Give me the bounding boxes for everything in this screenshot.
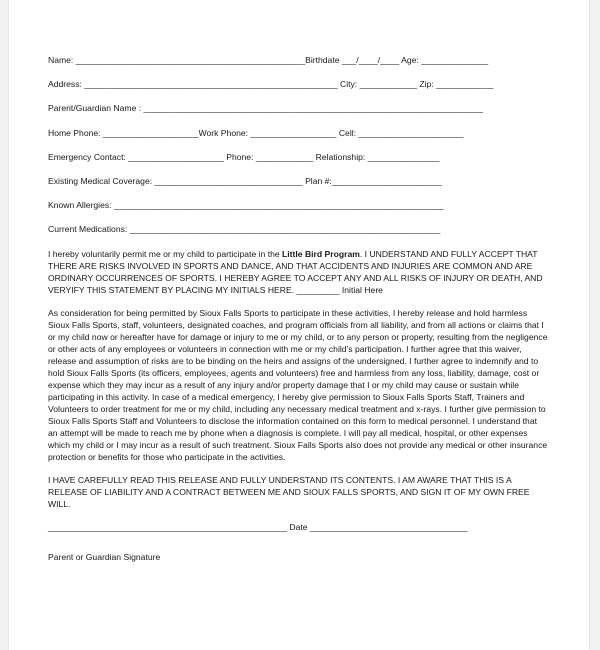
agreement-text: I HAVE CAREFULLY READ THIS RELEASE AND FULLY UNDERSTAND ITS CONTENTS. I AM AWARE THAT THIS IS A RELEASE OF LIABILITY AND A CONTRACT BETWEEN ME AND SIOUX FALLS SPORTS, AND SIGN IT OF MY OWN FREE WILL. <box>48 474 530 509</box>
address-field-line[interactable]: Address: _____________________________________________________ City: ____________ Zip: ____________ <box>48 79 494 90</box>
release-text: As consideration for being permitted by Sioux Falls Sports to participate in these activities, I hereby release and hold harmless Sioux Falls Sports, staff, volunteers, designated coaches, and program officials from all liability, and from all actions or claims that I or my child now or hereafter have for damage or injury to me or my child, or to any person or property, resulting from the negligence or other acts of any employees or volunteers in connection with me or my child’s participation. I further agree that this waiver, release and assumption of risks are to be binding on the heirs and assigns of the undersigned. I further agree to indemnify and to hold Sioux Falls Sports (its officers, employees, agents and volunteers) free and harmless from any loss, liability, damage, cost or expense which they may incur as a result of any injury and/or property damage that I or my child may cause or sustain while participating in this activity. In case of a medical emergency, I hereby give permission to Sioux Falls Sports Staff, Trainers and Volunteers to order treatment for me or my child, including any necessary medical treatment and x-rays. I further give permission to Sioux Falls Sports Staff and Volunteers to disclose the information contained on this form to medical personnel. I understand that an attempt will be made to reach me by phone when a diagnosis is complete. I will pay all medical, hospital, or other expenses which my child or I may incur as a result of such treatment. Sioux Falls Sports also does not provide any medical or other insurance protection or benefits for those who participate in the activities. <box>48 307 548 462</box>
agreement-paragraph <box>48 474 548 510</box>
emergency-contact-field-line[interactable]: Emergency Contact: ____________________ Phone: ____________ Relationship: _______________ <box>48 151 440 162</box>
waiver-form <box>48 54 548 563</box>
medical-coverage-field-line[interactable]: Existing Medical Coverage: _______________________________ Plan #:_______________________ <box>48 175 442 186</box>
phone-field-line[interactable]: Home Phone: ____________________Work Phone: __________________ Cell: ______________________ <box>48 127 464 138</box>
program-name: Little Bird Program <box>282 248 360 259</box>
parent-guardian-field-line[interactable]: Parent/Guardian Name : _______________________________________________________________________ <box>48 103 483 114</box>
allergies-field-line[interactable]: Known Allergies: _____________________________________________________________________ <box>48 200 444 211</box>
name-field-line[interactable]: Name: ________________________________________________Birthdate ___/____/____ Age: ______________ <box>48 55 489 65</box>
p1-text-start: I hereby voluntarily permit me or my child to participate in the <box>48 248 283 259</box>
p1-text-end: . I UNDERSTAND AND FULLY ACCEPT THAT THERE ARE RISKS INVOLVED IN SPORTS AND DANCE, AND THAT ACCIDENTS AND INJURIES ARE COMMON AND ARE ORDINARY OCCURRENCES OF SPORTS. I HEREBY AGREE TO ACCEPT ANY AND ALL RISKS OF INJURY OR DEATH, AND VERYIFY THIS STATEMENT BY PLACING MY INITIALS HERE. _________ Initial Here <box>48 248 543 295</box>
signature-date-line[interactable]: __________________________________________________ Date _________________________________ <box>48 521 468 532</box>
document-page <box>9 0 589 650</box>
release-paragraph <box>48 307 548 463</box>
risk-acknowledgment-paragraph <box>48 248 548 296</box>
medications-field-line[interactable]: Current Medications: _________________________________________________________________ <box>48 224 441 235</box>
signature-label: Parent or Guardian Signature <box>48 551 161 562</box>
